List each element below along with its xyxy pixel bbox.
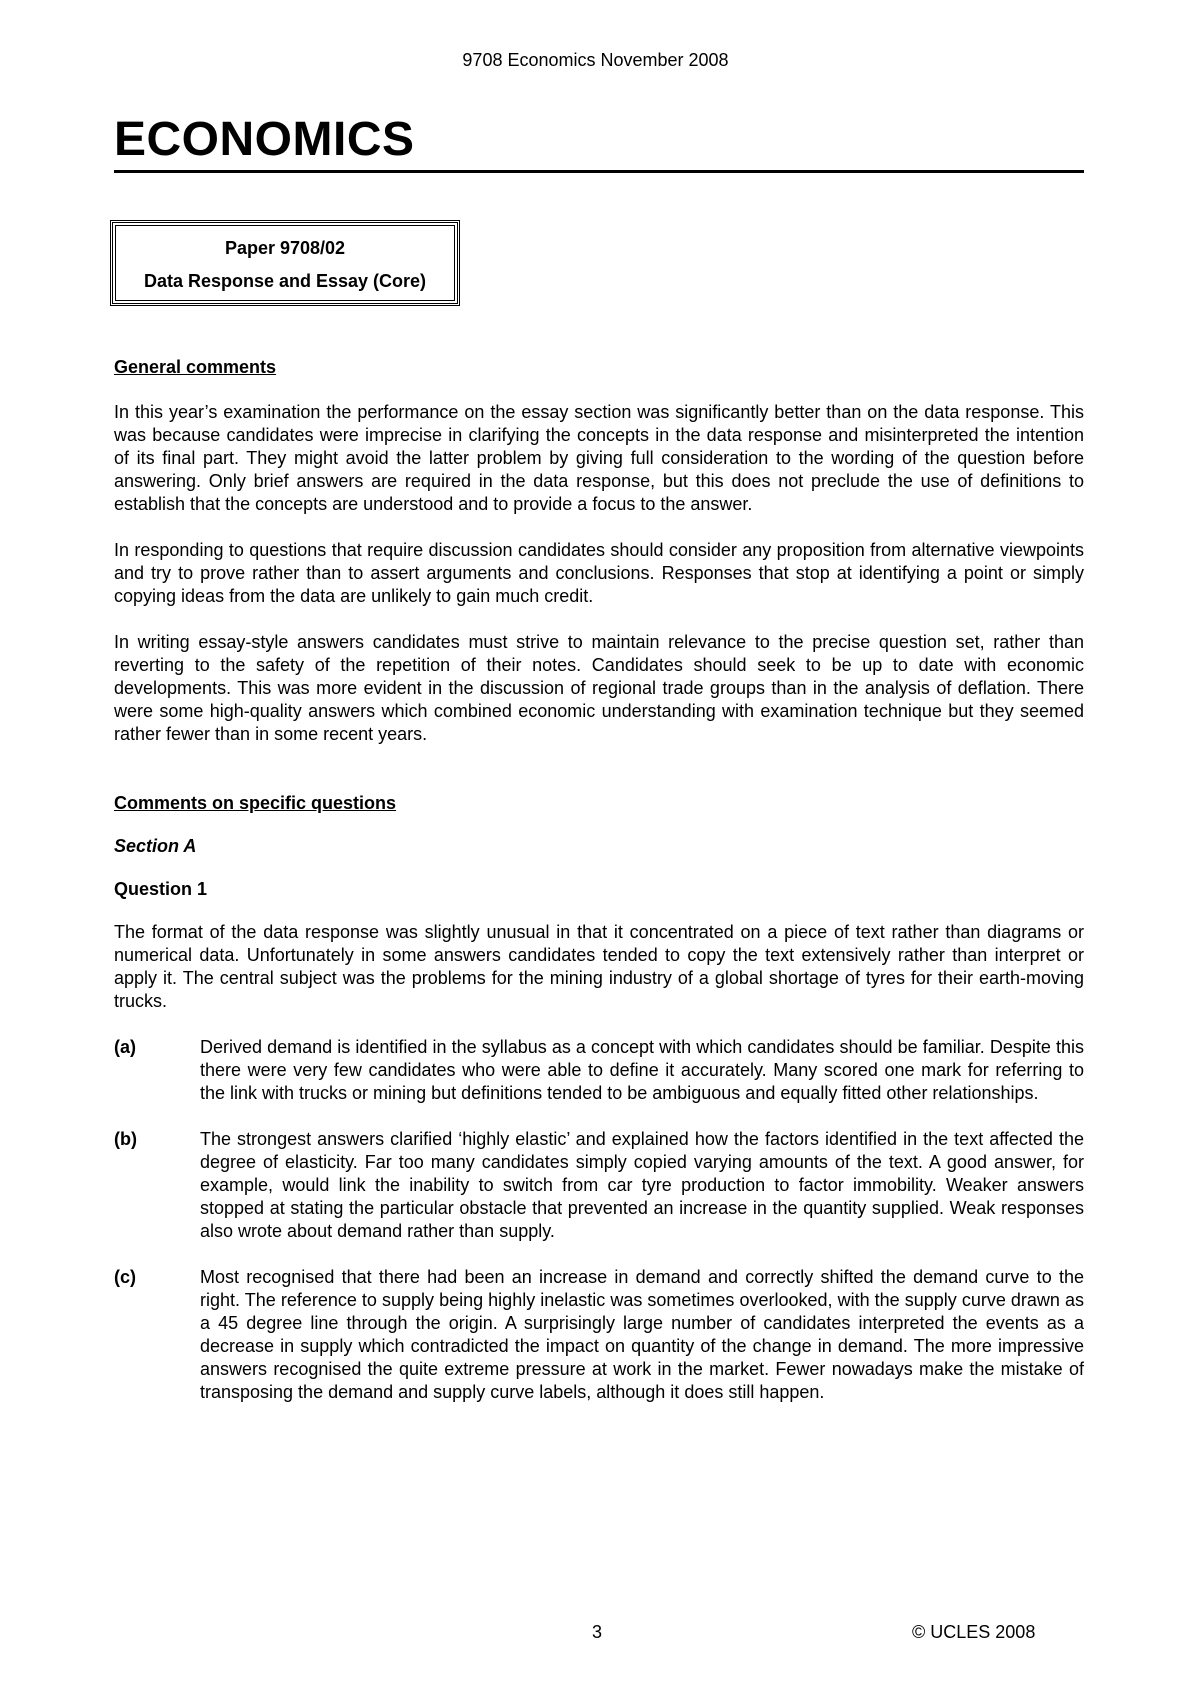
paper-name: Data Response and Essay (Core)	[143, 271, 427, 291]
item-label: (c)	[114, 1267, 136, 1287]
answer-item-a	[114, 1036, 1084, 1105]
page-number: 3	[592, 1622, 603, 1642]
item-label: (a)	[114, 1037, 136, 1057]
paper-info-inner	[115, 225, 455, 301]
item-text: The strongest answers clarified ‘highly elastic’ and explained how the factors identified in the text affected the degree of elasticity. Far too many candidates simply copied varying amounts of the text. A good answer, for example, would link the inability to switch from car tyre production to factor immobility. Weaker answers stopped at stating the particular obstacle that prevented an increase in the quantity supplied. Weak responses also wrote about demand rather than supply.	[200, 1129, 1084, 1241]
section-heading: Section A	[114, 836, 197, 856]
running-header: 9708 Economics November 2008	[462, 50, 729, 70]
question-heading: Question 1	[114, 879, 208, 899]
item-label: (b)	[114, 1129, 137, 1149]
answer-item-b	[114, 1128, 1084, 1243]
general-paragraph-1: In this year’s examination the performance on the essay section was significantly better than on the data response. This was because candidates were imprecise in clarifying the concepts in the data response and misinterpreted the intention of its final part. They might avoid the latter problem by giving full consideration to the wording of the question before answering. Only brief answers are required in the data response, but this does not preclude the use of definitions to establish that the concepts are understood and to provide a focus to the answer.	[114, 402, 1084, 514]
general-paragraph-3: In writing essay-style answers candidates must strive to maintain relevance to the precise question set, rather than reverting to the safety of the repetition of their notes. Candidates should seek to be up to date with economic developments. This was more evident in the discussion of regional trade groups than in the analysis of deflation. There were some high-quality answers which combined economic understanding with examination technique but they seemed rather fewer than in some recent years.	[114, 632, 1084, 744]
title-divider	[114, 170, 1084, 173]
copyright-notice: © UCLES 2008	[912, 1622, 1036, 1642]
general-comments-heading: General comments	[114, 357, 277, 377]
item-text: Derived demand is identified in the syllabus as a concept with which candidates should be familiar. Despite this there were very few candidates who were able to define it accurately. Many scored one mark for referring to the link with trucks or mining but definitions tended to be ambiguous and equally fitted other relationships.	[200, 1037, 1084, 1103]
question-intro: The format of the data response was slightly unusual in that it concentrated on a piece of text rather than diagrams or numerical data. Unfortunately in some answers candidates tended to copy the text extensively rather than interpret or apply it. The central subject was the problems for the mining industry of a global shortage of tyres for their earth-moving trucks.	[114, 922, 1084, 1011]
document-body	[114, 356, 1084, 1427]
specific-comments-heading: Comments on specific questions	[114, 793, 397, 813]
paper-info-box	[110, 220, 460, 306]
page-title: ECONOMICS	[114, 113, 415, 166]
item-text: Most recognised that there had been an increase in demand and correctly shifted the demand curve to the right. The reference to supply being highly inelastic was sometimes overlooked, with the supply curve drawn as a 45 degree line through the origin. A surprisingly large number of candidates interpreted the events as a decrease in supply which contradicted the impact on quantity of the change in demand. The more impressive answers recognised the quite extreme pressure at work in the market. Fewer nowadays make the mistake of transposing the demand and supply curve labels, although it does still happen.	[200, 1267, 1084, 1402]
answer-item-c	[114, 1266, 1084, 1404]
paper-code: Paper 9708/02	[224, 238, 346, 258]
section-spacer	[114, 769, 1084, 792]
general-paragraph-2: In responding to questions that require discussion candidates should consider any proposition from alternative viewpoints and try to prove rather than to assert arguments and conclusions. Responses that stop at identifying a point or simply copying ideas from the data are unlikely to gain much credit.	[114, 540, 1084, 606]
